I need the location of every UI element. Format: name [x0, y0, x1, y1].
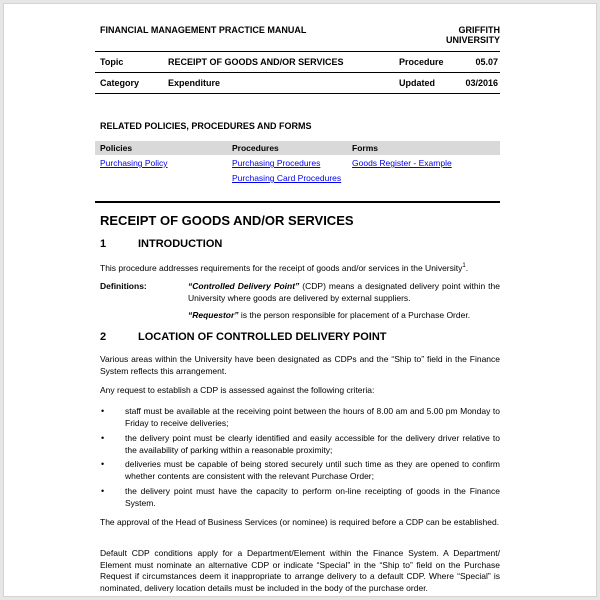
column-forms: Forms — [352, 143, 378, 153]
approval-paragraph: The approval of the Head of Business Services (or nominee) is required before a CDP can be established. — [100, 517, 500, 527]
default-cdp-paragraph: Default CDP conditions apply for a Department/Element within the Finance System. A Department/ Element must nominate an alternative CDP or indicate “Special” in the “Ship to” field on the Purchase Request if circumstances deem it inappropriate to arrange delivery to a default CDP. Where “Special” is nominated, delivery location details must be included in the body of the purchase order. — [100, 548, 500, 593]
topic-label: Topic — [100, 57, 124, 67]
bullet-icon: • — [101, 486, 105, 496]
meta-rule-bottom — [95, 93, 500, 94]
footnote-marker: 1 — [462, 263, 466, 269]
criteria-item-3: deliveries must be capable of being stored securely until such time as they are opened to confirm whether contents are consistent with the relevant Purchase Order; — [125, 459, 500, 481]
definition-term-cdp: “Controlled Delivery Point” — [188, 281, 300, 291]
category-label: Category — [100, 78, 140, 88]
section-2-paragraph-1: Various areas within the University have been designated as CDPs and the “Ship to” field in the Finance System reflects this arrangement. — [100, 354, 500, 376]
intro-text: This procedure addresses requirements for the receipt of goods and/or services in the University — [100, 262, 463, 273]
section-1-number: 1 — [100, 238, 107, 250]
criteria-item-4: the delivery point must have the capacity to perform on-line receipting of goods in the Finance System. — [125, 486, 500, 508]
definition-text-cdp: (CDP) means a designated delivery point within the University where goods are delivered by external suppliers. — [188, 281, 500, 303]
link-goods-register-example[interactable]: Goods Register - Example — [352, 158, 452, 168]
definition-requestor — [188, 310, 500, 322]
document-title: RECEIPT OF GOODS AND/OR SERVICES — [100, 213, 354, 228]
intro-end: . — [465, 262, 469, 273]
intro-paragraph — [100, 261, 500, 274]
column-policies: Policies — [100, 143, 133, 153]
definition-cdp — [188, 281, 500, 304]
link-purchasing-policy[interactable]: Purchasing Policy — [100, 158, 168, 168]
meta-rule-mid — [95, 72, 500, 73]
updated-date: 03/2016 — [465, 78, 498, 88]
category-value: Expenditure — [168, 78, 221, 88]
criteria-item-2: the delivery point must be clearly identified and easily accessible for the delivery driver relative to the availability of parking within a reasonable proximity; — [125, 433, 500, 455]
updated-label: Updated — [399, 78, 435, 88]
procedure-label: Procedure — [399, 57, 444, 67]
meta-rule-top — [95, 51, 500, 52]
section-2-number: 2 — [100, 331, 107, 343]
section-1-heading: INTRODUCTION — [138, 238, 223, 250]
section-2-paragraph-2: Any request to establish a CDP is assessed against the following criteria: — [100, 385, 375, 395]
bullet-icon: • — [101, 433, 105, 443]
section-divider — [95, 201, 500, 203]
link-purchasing-procedures[interactable]: Purchasing Procedures — [232, 158, 321, 168]
manual-title: FINANCIAL MANAGEMENT PRACTICE MANUAL — [100, 25, 307, 35]
definition-text-requestor: is the person responsible for placement of a Purchase Order. — [238, 310, 471, 320]
related-table-header — [95, 141, 500, 155]
definitions-label: Definitions: — [100, 281, 147, 291]
definition-term-requestor: “Requestor” — [188, 310, 239, 320]
bullet-icon: • — [101, 406, 105, 416]
column-procedures: Procedures — [232, 143, 279, 153]
bullet-icon: • — [101, 459, 105, 469]
organization-name: GRIFFITH UNIVERSITY — [445, 25, 500, 45]
topic-value: RECEIPT OF GOODS AND/OR SERVICES — [168, 57, 344, 67]
related-section-title: RELATED POLICIES, PROCEDURES AND FORMS — [100, 121, 312, 131]
section-2-heading: LOCATION OF CONTROLLED DELIVERY POINT — [138, 331, 387, 343]
link-purchasing-card-procedures[interactable]: Purchasing Card Procedures — [232, 173, 342, 183]
procedure-number: 05.07 — [475, 57, 498, 67]
criteria-item-1: staff must be available at the receiving point between the hours of 8.00 am and 5.00 pm Monday to Friday to receive deliveries; — [125, 406, 500, 428]
